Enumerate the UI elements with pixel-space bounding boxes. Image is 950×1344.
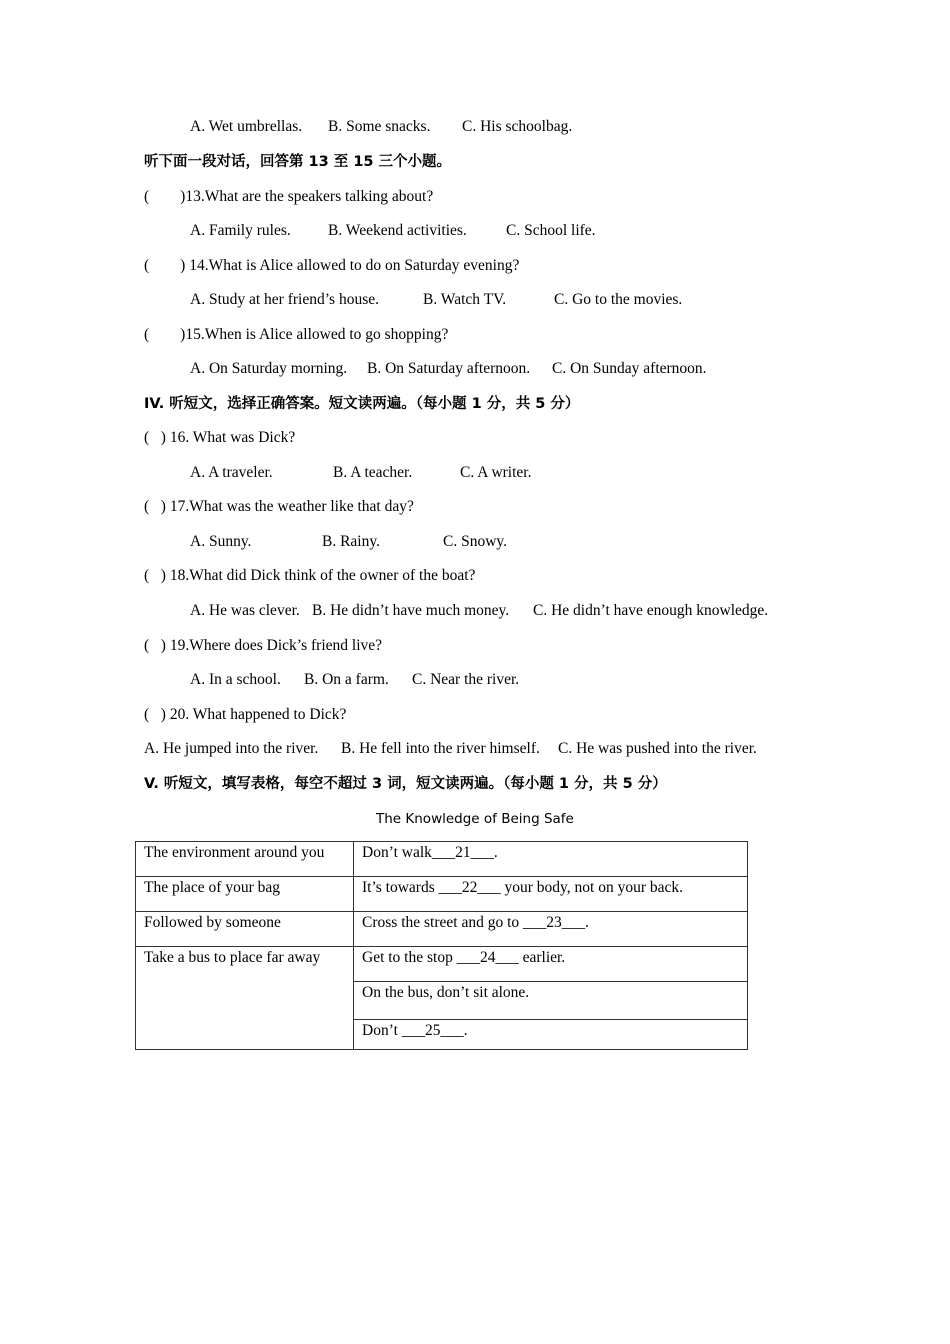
section-heading-v: V. 听短文，填写表格，每空不超过 3 词，短文读两遍。（每小题 1 分，共 5 分） bbox=[144, 776, 667, 792]
q19-option-a: A. In a school. bbox=[190, 671, 281, 688]
safety-table bbox=[135, 841, 748, 1050]
q17-option-c: C. Snowy. bbox=[443, 533, 508, 550]
section-heading-iv: IV. 听短文，选择正确答案。短文读两遍。（每小题 1 分，共 5 分） bbox=[144, 396, 580, 412]
table-cell: Take a bus to place far away bbox=[136, 947, 354, 1050]
q14-option-c: C. Go to the movies. bbox=[554, 291, 683, 308]
table-cell: It’s towards ___22___ your body, not on your back. bbox=[354, 877, 748, 912]
q14-stem: ( ) 14.What is Alice allowed to do on Saturday evening? bbox=[144, 257, 520, 274]
q15-option-c: C. On Sunday afternoon. bbox=[552, 360, 707, 377]
q15-option-a: A. On Saturday morning. bbox=[190, 360, 348, 377]
q18-option-c: C. He didn’t have enough knowledge. bbox=[533, 602, 769, 619]
q19-option-b: B. On a farm. bbox=[304, 671, 389, 688]
q18-stem: ( ) 18.What did Dick think of the owner of the boat? bbox=[144, 567, 476, 584]
q19-option-c: C. Near the river. bbox=[412, 671, 520, 688]
q17-option-b: B. Rainy. bbox=[322, 533, 380, 550]
table-row bbox=[136, 947, 748, 982]
table-title: The Knowledge of Being Safe bbox=[376, 811, 574, 827]
q17-stem: ( ) 17.What was the weather like that day? bbox=[144, 498, 414, 515]
q20-option-b: B. He fell into the river himself. bbox=[341, 740, 540, 757]
q20-option-c: C. He was pushed into the river. bbox=[558, 740, 757, 757]
q20-stem: ( ) 20. What happened to Dick? bbox=[144, 706, 347, 723]
q18-option-a: A. He was clever. bbox=[190, 602, 300, 619]
q16-option-b: B. A teacher. bbox=[333, 464, 413, 481]
q12-option-a: A. Wet umbrellas. bbox=[190, 118, 303, 135]
table-row bbox=[136, 877, 748, 912]
q13-stem: ( )13.What are the speakers talking about? bbox=[144, 188, 434, 205]
q17-option-a: A. Sunny. bbox=[190, 533, 252, 550]
q16-stem: ( ) 16. What was Dick? bbox=[144, 429, 296, 446]
q13-option-a: A. Family rules. bbox=[190, 222, 291, 239]
q13-option-b: B. Weekend activities. bbox=[328, 222, 467, 239]
table-cell: Followed by someone bbox=[136, 912, 354, 947]
table-cell: Don’t walk___21___. bbox=[354, 842, 748, 877]
q14-option-b: B. Watch TV. bbox=[423, 291, 507, 308]
q16-option-a: A. A traveler. bbox=[190, 464, 273, 481]
q19-stem: ( ) 19.Where does Dick’s friend live? bbox=[144, 637, 383, 654]
table-cell: Get to the stop ___24___ earlier. bbox=[354, 947, 748, 982]
section-heading-13-15: 听下面一段对话，回答第 13 至 15 三个小题。 bbox=[144, 154, 452, 170]
q15-stem: ( )15.When is Alice allowed to go shopping? bbox=[144, 326, 449, 343]
q16-option-c: C. A writer. bbox=[460, 464, 532, 481]
q20-option-a: A. He jumped into the river. bbox=[144, 740, 319, 757]
q13-option-c: C. School life. bbox=[506, 222, 596, 239]
table-row bbox=[136, 842, 748, 877]
table-row bbox=[136, 912, 748, 947]
q15-option-b: B. On Saturday afternoon. bbox=[367, 360, 531, 377]
q14-option-a: A. Study at her friend’s house. bbox=[190, 291, 379, 308]
q18-option-b: B. He didn’t have much money. bbox=[312, 602, 510, 619]
q12-option-b: B. Some snacks. bbox=[328, 118, 431, 135]
table-cell: On the bus, don’t sit alone. bbox=[354, 982, 748, 1020]
table-cell: Don’t ___25___. bbox=[354, 1020, 748, 1050]
table-cell: Cross the street and go to ___23___. bbox=[354, 912, 748, 947]
table-cell: The environment around you bbox=[136, 842, 354, 877]
table-cell: The place of your bag bbox=[136, 877, 354, 912]
q12-option-c: C. His schoolbag. bbox=[462, 118, 573, 135]
